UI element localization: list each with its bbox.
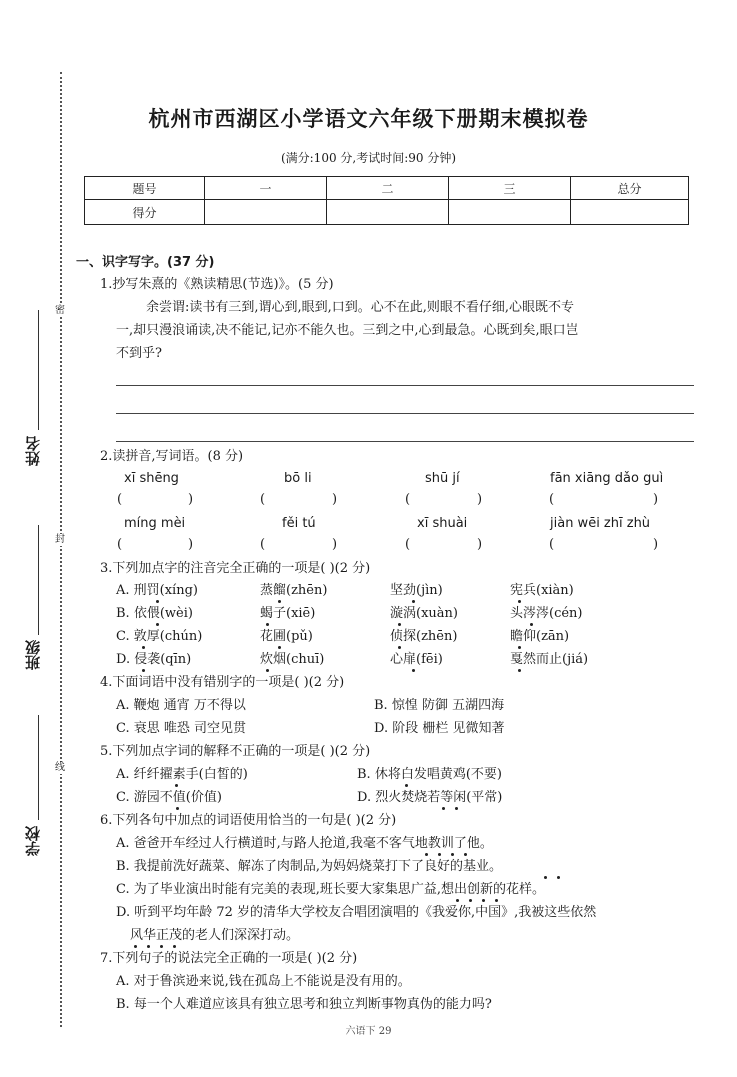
q2-title: 2.读拼音,写词语。(8 分) [100,449,244,464]
q5-option-A: A. 纤纤擢素手(白皙的) [116,767,248,782]
score-cell-total[interactable] [571,200,689,225]
school-write-line[interactable] [38,715,39,820]
emphasis-dot [544,876,547,879]
emphasis-dot [518,669,521,672]
q3-option-C-2: 花圃(pǔ) [260,629,313,644]
q6-option-B: B. 我提前洗好蔬菜、解冻了肉制品,为妈妈烧菜打下了良好的基业。 [116,859,502,874]
q3-option-C-1: C. 敦厚(chún) [116,629,203,644]
emphasis-dot [278,646,281,649]
q2-pinyin-2: bō li [284,471,312,486]
emphasis-dot [173,945,176,948]
score-cell-2[interactable] [327,200,449,225]
q2-answer-box-6-close[interactable]: ) [332,537,338,552]
class-write-line[interactable] [38,525,39,635]
q1-passage-line-1: 余尝谓:读书有三到,谓心到,眼到,口到。心不在此,则眼不看仔细,心眼既不专 [146,300,575,315]
page-footer: 六语下 29 [345,1026,392,1037]
q5-title: 5.下列加点字词的解释不正确的一项是( )(2 分) [100,744,371,759]
header-cell-1: 一 [205,177,327,200]
emphasis-dot [156,600,159,603]
school-label: 学校 [24,826,42,856]
emphasis-dot [456,899,459,902]
name-label: 姓名 [24,436,42,466]
q2-answer-box-7-open[interactable]: ( [405,537,411,552]
q2-pinyin-8: jiàn wēi zhī zhù [550,516,651,531]
q2-answer-box-2-open[interactable]: ( [260,492,266,507]
emphasis-dot [278,600,281,603]
q6-option-C: C. 为了毕业演出时能有完美的表现,班长要大家集思广益,想出创新的花样。 [116,882,546,897]
q7-title: 7.下列句子的说法完全正确的一项是( )(2 分) [100,951,358,966]
exam-subtitle: (满分:100 分,考试时间:90 分钟) [280,151,457,165]
q6-option-D-line-1: D. 听到平均年龄 72 岁的清华大学校友合唱团演唱的《我爱你,中国》,我被这些依然 [116,905,597,920]
emphasis-dot [518,600,521,603]
q1-passage-line-2: 一,却只漫浪诵读,决不能记,记亦不能久也。三到之中,心到最急。心既到矣,眼口岂 [116,323,579,338]
emphasis-dot [160,945,163,948]
score-table [84,176,689,225]
q2-pinyin-4: fān xiāng dǎo guì [550,471,664,486]
emphasis-dot [442,807,445,810]
q3-option-B-1: B. 依偎(wèi) [116,606,193,621]
header-cell-2: 二 [327,177,449,200]
score-cell-3[interactable] [449,200,571,225]
q2-answer-box-2-close[interactable]: ) [332,492,338,507]
row-label-score: 得分 [85,200,205,225]
exam-title: 杭州市西湖区小学语文六年级下册期末模拟卷 [148,106,589,131]
seal-mark-feng: 封 [55,534,65,545]
header-cell-question: 题号 [85,177,205,200]
emphasis-dot [464,853,467,856]
q6-option-D-line-2: 风华正茂的老人们深深打动。 [130,928,300,943]
q4-option-C: C. 衰思 唯恐 司空见贯 [116,721,247,736]
q2-answer-box-8-close[interactable]: ) [653,537,659,552]
q3-option-A-1: A. 刑罚(xíng) [116,583,198,598]
q7-option-B: B. 每一个人难道应该具有独立思考和独立判断事物真伪的能力吗? [116,997,492,1012]
emphasis-dot [451,853,454,856]
class-label: 班级 [24,640,42,670]
q2-answer-box-3-close[interactable]: ) [477,492,483,507]
q3-option-B-4: 头涔涔(cén) [510,606,583,621]
emphasis-dot [147,945,150,948]
q1-title: 1.抄写朱熹的《熟读精思(节选)》。(5 分) [100,277,334,292]
q3-option-D-4: 戛然而止(jiá) [510,652,589,667]
q3-option-D-1: D. 侵袭(qīn) [116,652,192,667]
q6-option-A: A. 爸爸开车经过人行横道时,与路人抢道,我毫不客气地教训了他。 [116,836,493,851]
emphasis-dot [175,784,178,787]
q2-answer-box-7-close[interactable]: ) [477,537,483,552]
emphasis-dot [405,784,408,787]
emphasis-dot [469,899,472,902]
q3-option-A-2: 蒸餾(zhēn) [260,583,328,598]
q3-title: 3.下列加点字的注音完全正确的一项是( )(2 分) [100,561,371,576]
q1-answer-line-3[interactable] [116,441,694,442]
q2-answer-box-3-open[interactable]: ( [405,492,411,507]
q5-option-D: D. 烈火焚烧若等闲(平常) [357,790,503,805]
emphasis-dot [438,853,441,856]
q4-option-B: B. 惊惶 防御 五湖四海 [374,698,505,713]
emphasis-dot [176,807,179,810]
emphasis-dot [412,600,415,603]
header-cell-total: 总分 [571,177,689,200]
q3-option-D-3: 心扉(fēi) [390,652,443,667]
q1-answer-line-1[interactable] [116,385,694,386]
q3-option-B-2: 蝎子(xiē) [260,606,316,621]
emphasis-dot [530,623,533,626]
q2-pinyin-3: shū jí [425,471,460,486]
q5-option-B: B. 休将白发唱黄鸡(不要) [357,767,502,782]
emphasis-dot [482,899,485,902]
q2-answer-box-6-open[interactable]: ( [260,537,266,552]
q5-option-C: C. 游园不值(价值) [116,790,222,805]
q4-title: 4.下面词语中没有错别字的一项是( )(2 分) [100,675,345,690]
q2-answer-box-4-close[interactable]: ) [653,492,659,507]
q2-pinyin-1: xī shēng [124,471,179,486]
q4-option-A: A. 鞭炮 通宵 万不得以 [116,698,246,713]
emphasis-dot [557,876,560,879]
emphasis-dot [142,669,145,672]
name-write-line[interactable] [38,310,39,430]
header-cell-3: 三 [449,177,571,200]
q3-option-A-3: 坚劲(jìn) [390,583,443,598]
q2-pinyin-6: fěi tú [282,516,316,531]
q2-answer-box-4-open[interactable]: ( [549,492,555,507]
q3-option-B-3: 漩涡(xuàn) [390,606,458,621]
q4-option-D: D. 阶段 栅栏 见微知著 [374,721,505,736]
q2-answer-box-5-open[interactable]: ( [117,537,123,552]
emphasis-dot [455,807,458,810]
q2-pinyin-5: míng mèi [124,516,186,531]
q2-answer-box-1-close[interactable]: ) [188,492,194,507]
emphasis-dot [266,669,269,672]
emphasis-dot [495,899,498,902]
seal-mark-mi: 密 [55,305,65,316]
emphasis-dot [425,853,428,856]
q3-option-D-2: 炊烟(chuī) [260,652,325,667]
q2-answer-box-8-open[interactable]: ( [549,537,555,552]
seal-mark-xian: 线 [55,762,65,773]
q1-passage-line-3: 不到乎? [116,346,162,361]
emphasis-dot [412,669,415,672]
emphasis-dot [266,623,269,626]
q3-option-C-3: 侦探(zhēn) [390,629,458,644]
q2-pinyin-7: xī shuài [417,516,468,531]
emphasis-dot [398,646,401,649]
q3-option-A-4: 宪兵(xiàn) [510,583,574,598]
section-1-heading: 一、识字写字。(37 分) [76,255,215,270]
emphasis-dot [142,646,145,649]
emphasis-dot [134,945,137,948]
q2-answer-box-5-close[interactable]: ) [188,537,194,552]
binding-dotted-line [60,72,62,1027]
emphasis-dot [518,646,521,649]
q2-answer-box-1-open[interactable]: ( [117,492,123,507]
q3-option-C-4: 瞻仰(zān) [510,629,570,644]
score-cell-1[interactable] [205,200,327,225]
emphasis-dot [156,623,159,626]
q1-answer-line-2[interactable] [116,413,694,414]
emphasis-dot [398,623,401,626]
q7-option-A: A. 对于鲁滨逊来说,钱在孤岛上不能说是没有用的。 [116,974,411,989]
q6-title: 6.下列各句中加点的词语使用恰当的一句是( )(2 分) [100,813,397,828]
